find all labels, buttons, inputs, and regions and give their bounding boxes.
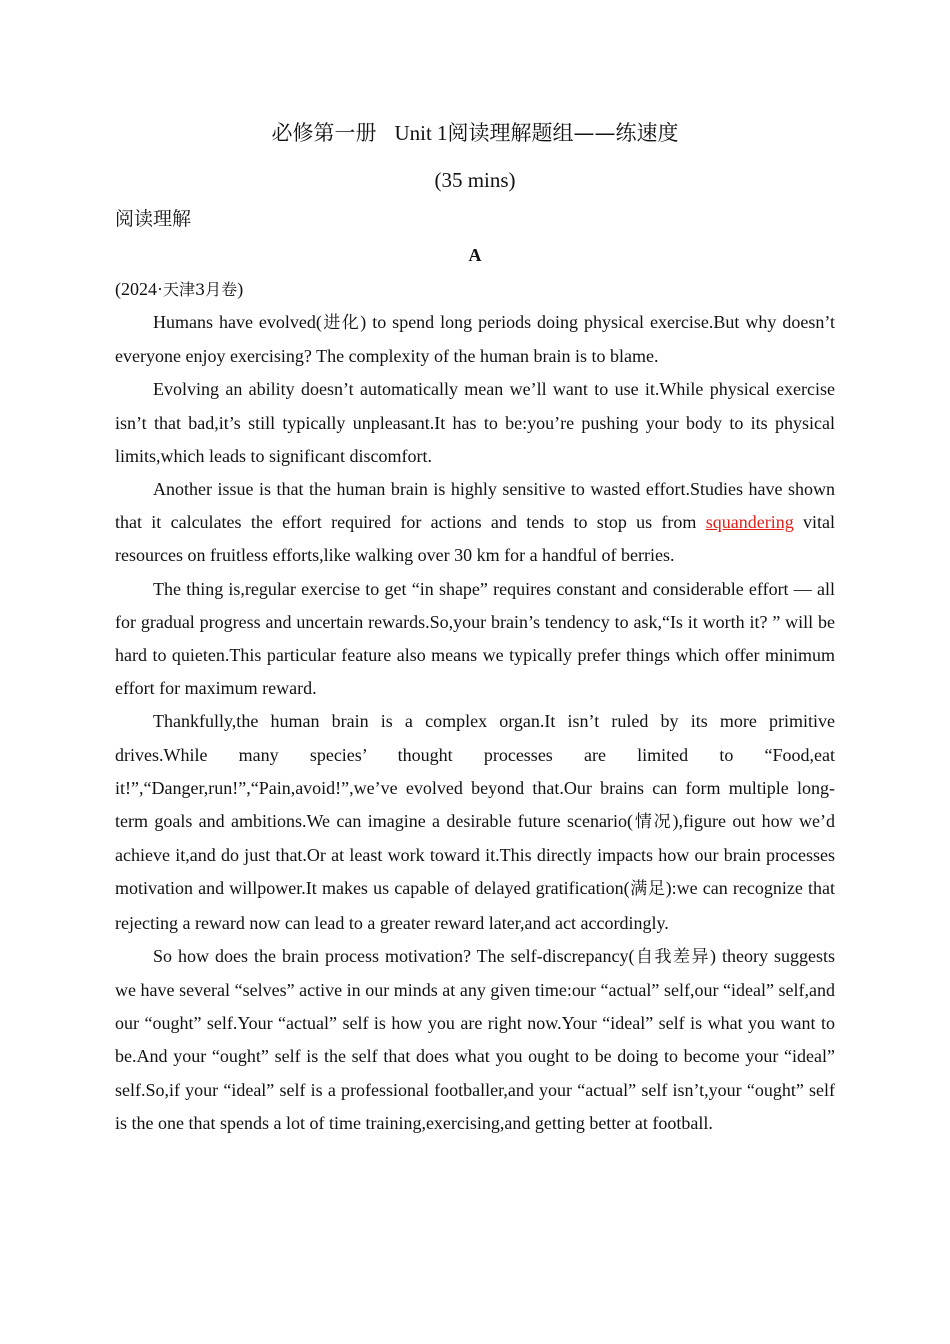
section-heading: 阅读理解 (115, 208, 192, 230)
passage-body (115, 306, 835, 1140)
paragraph-1 (115, 306, 835, 373)
gloss: 进化 (321, 313, 361, 333)
paragraph-text: ) theory suggests we have several “selves” active in our minds at any given time:our “actual” self,our “ideal” self,and our “ought” self.Your “actual” self is how you are right now.Your “ideal” self is what you want to be.And your “ought” self is the self that does what you ought to be doing to become your “ideal” self.So,if your “ideal” self is a professional footballer,and your “actual” self isn’t,your “ought” self is the one that spends a lot of time training,exercising,and getting better at football. (115, 945, 836, 1133)
passage-source (115, 276, 243, 303)
gloss: 情况 (632, 812, 673, 833)
title-unit: Unit 1 (394, 121, 448, 145)
gloss: 满足 (629, 879, 666, 900)
paragraph-text: ):we can recognize that rejecting a reward now can lead to a greater reward later,and act accordingly. (115, 878, 835, 933)
time-limit: (35 mins) (434, 168, 516, 192)
source-close: ) (237, 279, 244, 299)
paragraph-4: The thing is,regular exercise to get “in shape” requires constant and considerable effort — all for gradual progress and uncertain rewards.So,your brain’s tendency to ask,“Is it worth it? ” will be hard to quieten.This particular feature also means we typically prefer things which offer minimum effort for maximum reward. (115, 578, 835, 699)
paragraph-text: Thankfully,the human brain is a complex organ.It isn’t ruled by its more primitive drives.While many species’ thought processes are limited to “Food,eat it!”,“Danger,run!”,“Pain,avoid!”,we’ve evolved beyond that.Our brains can form multiple long-term goals and ambitions.We can imagine a desirable future scenario( (115, 711, 835, 832)
paragraph-text: ),figure out how we’d achieve it,and do just that.Or at least work toward it.This directly impacts how our brain processes motivation and willpower.It makes us capable of delayed gratification( (115, 811, 835, 899)
paragraph-text: So how does the brain process motivation? The self-discrepancy( (153, 945, 635, 966)
paragraph-text: vital resources on fruitless efforts,like walking over 30 km for a handful of berries. (115, 512, 835, 566)
paragraph-5 (115, 705, 835, 939)
title-topic: 阅读理解题组——练速度 (447, 121, 679, 145)
passage-letter: A (468, 245, 482, 265)
page-title (115, 118, 835, 148)
paragraph-2: Evolving an ability doesn’t automatically mean we’ll want to use it.While physical exercise isn’t that bad,it’s still typically unpleasant.It has to be:you’re pushing your body to its physical limits,which leads to significant discomfort. (115, 379, 835, 466)
title-book: 必修第一册 (271, 121, 377, 145)
gloss: 自我差异 (634, 946, 711, 967)
paragraph-text: ) to spend long periods doing physical exercise.But why doesn’t everyone enjoy exercising? The complexity of the human brain is to blame. (115, 312, 836, 367)
paragraph-3 (115, 473, 835, 573)
source-exam: 天津3月卷 (163, 280, 238, 299)
paragraph-text: Humans have evolved( (153, 312, 322, 332)
paragraph-6 (115, 940, 835, 1140)
highlighted-word: squandering (705, 512, 794, 533)
source-open: (2024· (115, 279, 163, 299)
paragraph-text: Another issue is that the human brain is highly sensitive to wasted effort.Studies have shown that it calculates the effort required for actions and tends to stop us from (115, 479, 835, 533)
